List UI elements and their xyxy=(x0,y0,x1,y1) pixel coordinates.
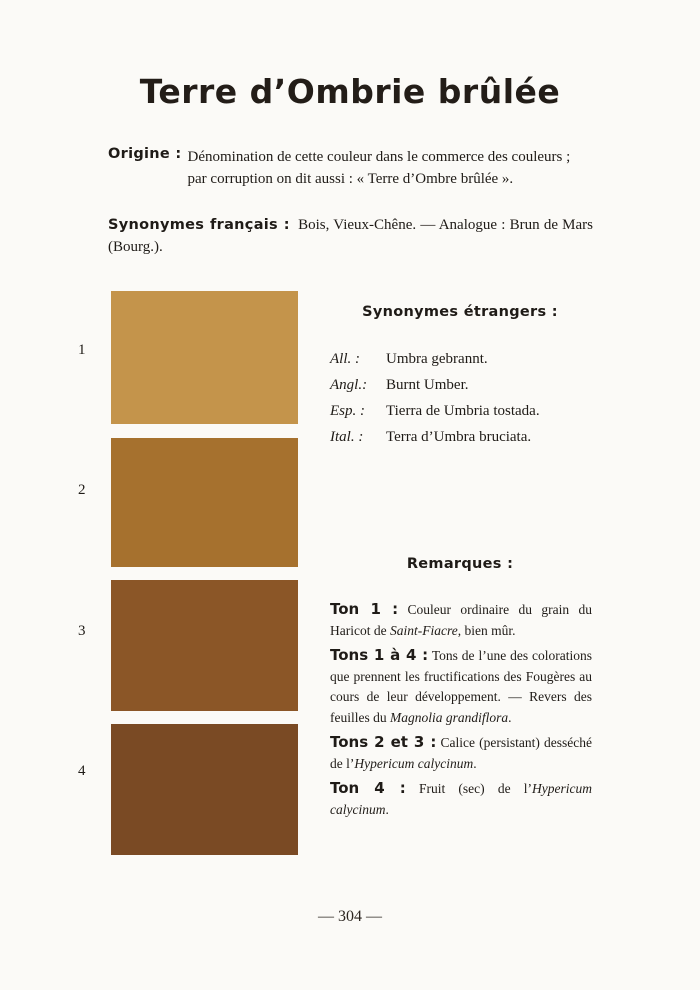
color-swatch-4 xyxy=(111,724,298,855)
remark-text-end: . xyxy=(385,801,389,817)
remark-text-end: . xyxy=(508,709,512,725)
remarques-list xyxy=(330,599,592,824)
remarques-heading: Remarques : xyxy=(406,556,514,572)
color-swatch-3 xyxy=(111,580,298,711)
remark-text: Calice (persistant) desséché de l’ xyxy=(330,735,593,771)
list-item xyxy=(330,346,592,372)
origine-label: Origine : xyxy=(108,146,182,162)
swatch-number-4: 4 xyxy=(78,763,86,779)
origine-line-1: Dénomination de cette couleur dans le commerce des couleurs ; xyxy=(187,149,571,165)
synonymes-etrangers-heading: Synonymes étrangers : xyxy=(362,304,558,320)
page-title: Terre d’Ombrie brûlée xyxy=(139,72,561,111)
synonymes-etrangers-list xyxy=(330,346,592,450)
remark-italic: Saint-Fiacre xyxy=(389,622,458,638)
remark-italic: Magnolia grandiflora xyxy=(390,709,509,725)
page-number: — 304 — xyxy=(318,908,382,925)
remark-label: Ton 1 : xyxy=(330,600,399,618)
synonymes-francais-text: Bois, Vieux-Chêne. — Analogue : Brun de Mars (Bourg.). xyxy=(108,217,594,255)
synonym-value: Tierra de Umbria tostada. xyxy=(386,403,540,419)
remark-item xyxy=(330,645,592,728)
language-abbr: Angl.: xyxy=(330,377,368,393)
origine-section xyxy=(108,146,593,190)
list-item xyxy=(330,372,592,398)
remark-label: Ton 4 : xyxy=(330,779,406,797)
origine-text xyxy=(188,146,571,190)
swatch-number-1: 1 xyxy=(78,342,86,358)
list-item xyxy=(330,424,592,450)
remark-italic: Hypericum calycinum xyxy=(354,755,474,771)
language-abbr: Esp. : xyxy=(330,403,365,419)
remark-label: Tons 1 à 4 : xyxy=(330,646,429,664)
color-swatch-1 xyxy=(111,291,298,424)
remark-text: Fruit (sec) de l’ xyxy=(418,781,533,796)
remark-text-end: . xyxy=(473,755,477,771)
synonym-value: Terra d’Umbra bruciata. xyxy=(386,429,532,445)
color-swatch-2 xyxy=(111,438,298,567)
language-abbr: All. : xyxy=(330,351,360,367)
origine-line-2: par corruption on dit aussi : « Terre d’Ombre brûlée ». xyxy=(187,171,514,187)
remark-item xyxy=(330,778,592,820)
synonym-value: Umbra gebrannt. xyxy=(386,351,488,367)
remark-item xyxy=(330,732,592,774)
synonymes-francais-label: Synonymes français : xyxy=(108,217,290,233)
remark-italic: Hypericum calycinum xyxy=(330,781,592,817)
remark-item xyxy=(330,599,592,641)
synonym-value: Burnt Umber. xyxy=(386,377,469,393)
synonymes-francais-section xyxy=(108,214,593,258)
swatch-number-2: 2 xyxy=(78,482,86,498)
language-abbr: Ital. : xyxy=(330,429,364,445)
remark-label: Tons 2 et 3 : xyxy=(330,733,437,751)
swatch-number-3: 3 xyxy=(78,623,86,639)
remark-text: Couleur ordinaire du grain du Haricot de xyxy=(330,602,592,638)
remark-text: Tons de l’une des colorations que prennent les fructifications des Fougères au cours de leur développement. — Revers des feuilles du xyxy=(330,648,592,725)
list-item xyxy=(330,398,592,424)
remark-text-end: , bien mûr. xyxy=(457,622,516,638)
